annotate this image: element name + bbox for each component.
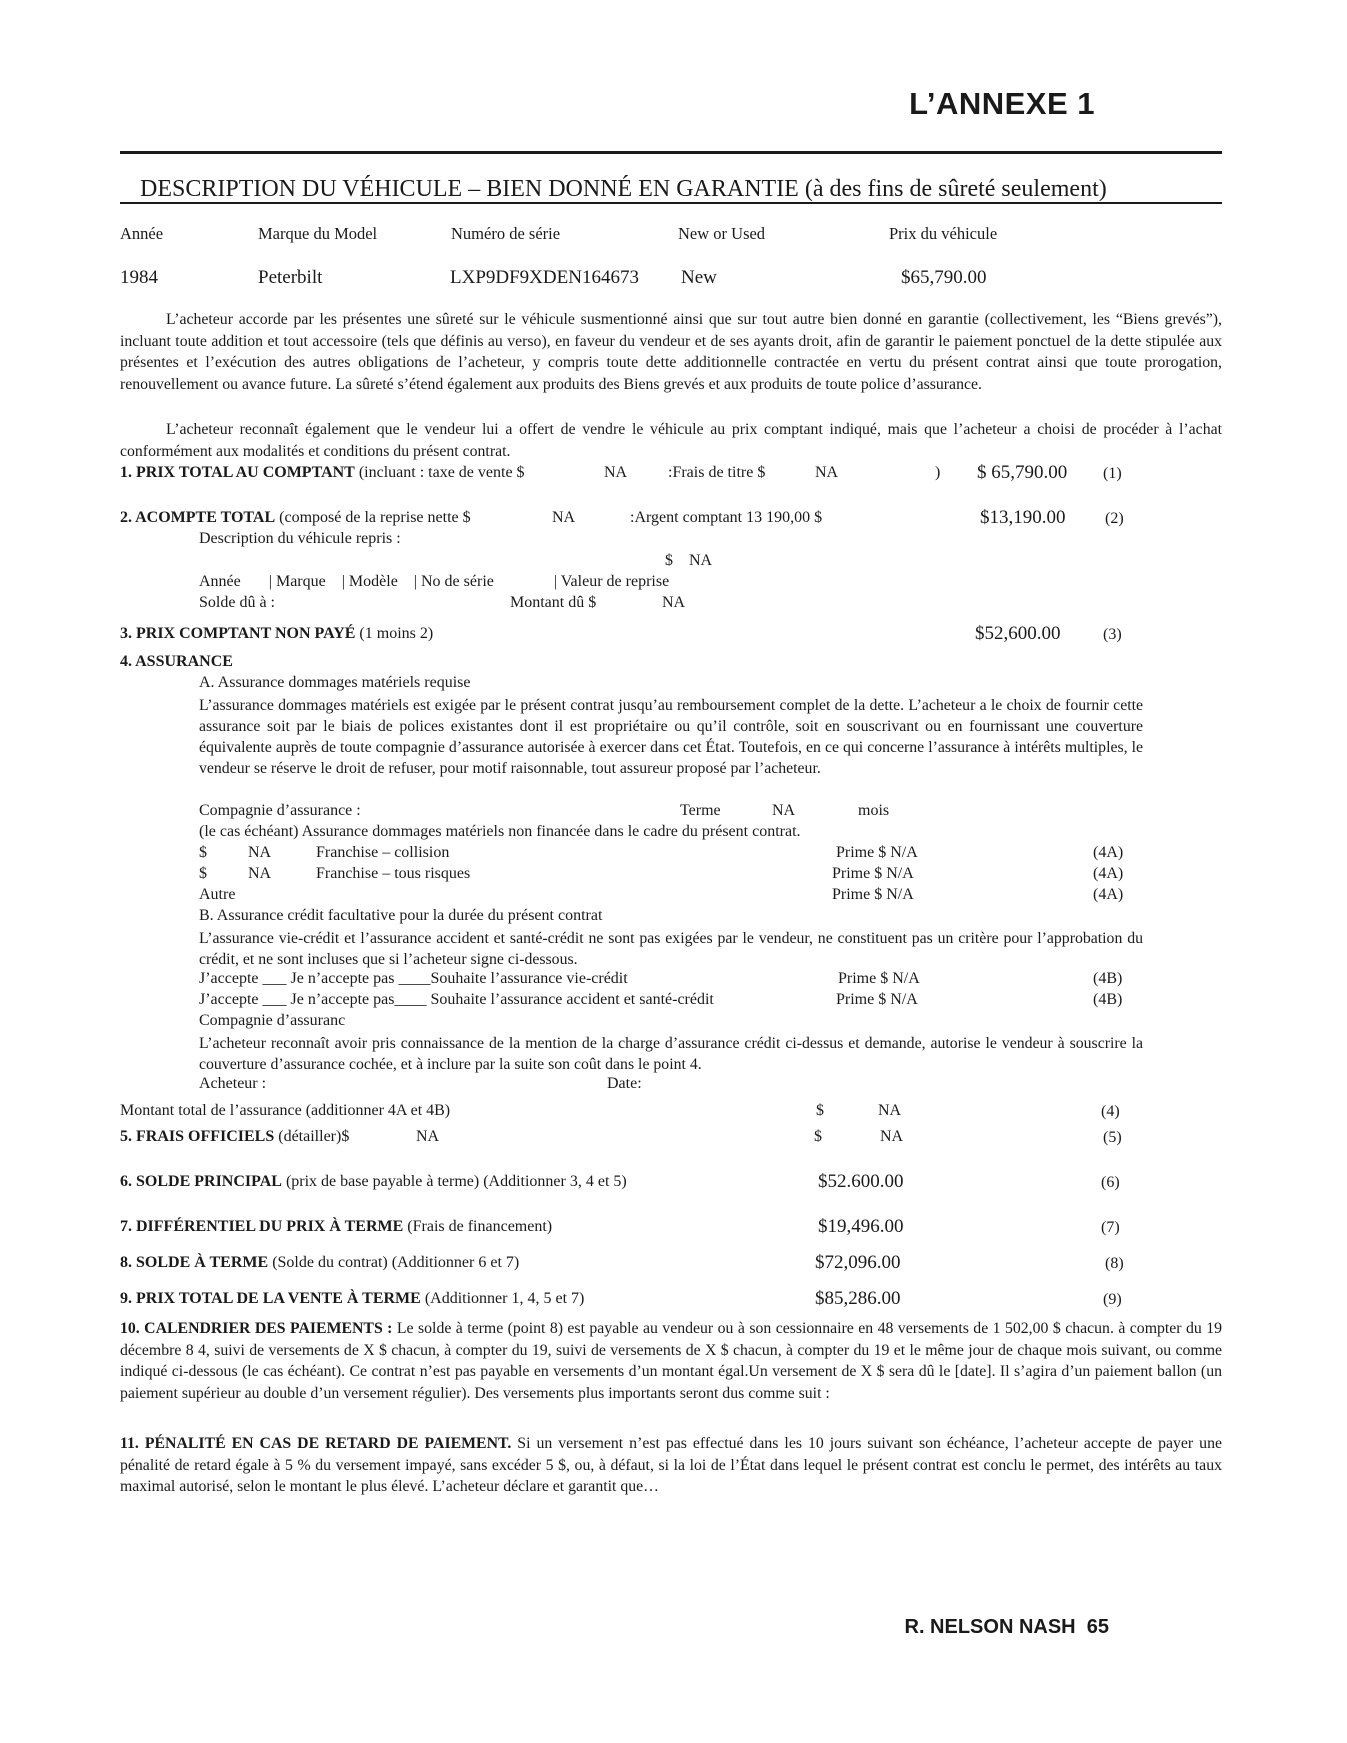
item4-label-text: 4. ASSURANCE [120, 653, 233, 670]
item2-montant-na: NA [662, 594, 686, 611]
value-numero-serie: LXP9DF9XDEN164673 [450, 267, 639, 288]
item4-b-text: L’assurance vie-crédit et l’assurance accident et santé-crédit ne sont pas exigées par le vendeur, ne constituent pas un critère pour l’approbation du crédit, et ne sont incluses que si l’acheteur signe ci-dessous. [199, 930, 1143, 968]
item4-total-na: NA [878, 1102, 902, 1119]
header-annee: Année [120, 224, 164, 243]
item8-label-line [120, 1254, 519, 1272]
item10-paragraph [120, 1318, 1222, 1404]
item3-label-line [120, 625, 433, 643]
item3-label: 3. PRIX COMPTANT NON PAYÉ [120, 625, 356, 642]
item4-row1-num: (4A) [1093, 844, 1124, 861]
item3-detail: (1 moins 2) [359, 625, 434, 642]
item4-row1-prime: Prime $ N/A [836, 844, 918, 861]
item6-num: (6) [1101, 1174, 1120, 1191]
item5-na: NA [416, 1128, 440, 1145]
item5-na2: NA [880, 1128, 904, 1145]
item4-terme-na: NA [772, 802, 796, 819]
item9-label: 9. PRIX TOTAL DE LA VENTE À TERME [120, 1290, 421, 1307]
item4-b-title: B. Assurance crédit facultative pour la durée du présent contrat [199, 907, 603, 924]
item7-detail: (Frais de financement) [407, 1218, 553, 1235]
item2-na: NA [552, 509, 576, 526]
item7-label: 7. DIFFÉRENTIEL DU PRIX À TERME [120, 1218, 404, 1235]
item4-row3-label: Autre [199, 886, 236, 903]
item2-detail: (composé de la reprise nette $ [279, 509, 471, 526]
item5-label-line [120, 1128, 349, 1146]
item4-b-row2-num: (4B) [1093, 991, 1123, 1008]
item4-b-row1-num: (4B) [1093, 970, 1123, 987]
item4-row3-num: (4A) [1093, 886, 1124, 903]
item2-montant-du: Montant dû $ [510, 594, 597, 611]
item7-num: (7) [1101, 1219, 1120, 1236]
value-prix: $65,790.00 [901, 267, 987, 288]
item3-amount: $52,600.00 [975, 623, 1061, 644]
item1-label: 1. PRIX TOTAL AU COMPTANT [120, 464, 355, 481]
acknowledge-paragraph-text: L’acheteur reconnaît également que le vendeur lui a offert de vendre le véhicule au prix comptant indiqué, mais que l’acheteur a choisi de procéder à l’achat conformément aux modalités et conditions du présent contrat. [120, 421, 1222, 460]
item3-num: (3) [1103, 626, 1122, 643]
item4-terme: Terme [680, 802, 721, 819]
item8-amount: $72,096.00 [815, 1252, 901, 1273]
value-annee: 1984 [120, 267, 158, 288]
item4-row2-label: Franchise – tous risques [316, 865, 471, 882]
item6-amount: $52.600.00 [818, 1171, 904, 1192]
item2-amount: $13,190.00 [980, 507, 1066, 528]
item1-num: (1) [1103, 465, 1122, 482]
item4-a-title: A. Assurance dommages matériels requise [199, 674, 471, 691]
item4-row3-prime: Prime $ N/A [832, 886, 914, 903]
item4-total-label: Montant total de l’assurance (additionner 4A et 4B) [120, 1102, 451, 1119]
item4-acheteur: Acheteur : [199, 1075, 267, 1092]
item1-label-line [120, 464, 525, 482]
item2-label-line [120, 509, 471, 527]
item7-amount: $19,496.00 [818, 1216, 904, 1237]
item4-row1-label: Franchise – collision [316, 844, 450, 861]
security-paragraph-text: L’acheteur accorde par les présentes une sûreté sur le véhicule susmentionné ainsi que sur tout autre bien donné en garantie (collectivement, les “Biens grevés”), incluant toute addition et tout accessoire (tels que définis au verso), en faveur du vendeur et de ses ayants droit, afin de garantir le paiement ponctuel de la dette stipulée aux présentes et l’exécution des autres obligations de l’acheteur, y compris toute dette additionnelle contractée en vertu du présent contrat ainsi que toute prorogation, renouvellement ou avance future. La sûreté s’étend également aux produits des Biens grevés et aux produits de toute police d’assurance. [120, 311, 1222, 393]
item1-amount: $ 65,790.00 [977, 462, 1068, 483]
item9-amount: $85,286.00 [815, 1288, 901, 1309]
item11-label: 11. PÉNALITÉ EN CAS DE RETARD DE PAIEMENT. [120, 1435, 512, 1452]
header-new-used: New or Used [678, 224, 766, 243]
annex-title: L’ANNEXE 1 [909, 86, 1095, 121]
item4-mois: mois [858, 802, 890, 819]
item1-na1: NA [604, 464, 628, 481]
item6-detail: (prix de base payable à terme) (Additionner 3, 4 et 5) [285, 1173, 627, 1190]
item4-total-num: (4) [1101, 1103, 1120, 1120]
item4-total-dollar: $ [816, 1102, 824, 1119]
description-heading-text: DESCRIPTION DU VÉHICULE – BIEN DONNÉ EN GARANTIE (à des fins de sûreté seulement) [140, 176, 1107, 202]
item9-detail: (Additionner 1, 4, 5 et 7) [424, 1290, 585, 1307]
item4-a-text: L’assurance dommages matériels est exigée par le présent contrat jusqu’au remboursement complet de la dette. L’acheteur a le choix de fournir cette assurance soit par le biais de polices existantes dont il est propriétaire ou qu’il contrôle, soit en souscrivant ou en fournissant une couverture équivalente auprès de toute compagnie d’assurance autorisée à exercer dans cet État. Toutefois, en ce qui concerne l’assurance à intérêts multiples, le vendeur se réserve le droit de refuser, pour motif raisonnable, tout assureur proposé par l’acheteur. [199, 697, 1143, 777]
item4-row2-dollar: $ [199, 865, 207, 882]
item8-detail: (Solde du contrat) (Additionner 6 et 7) [272, 1254, 520, 1271]
item8-num: (8) [1105, 1255, 1124, 1272]
acknowledge-paragraph [120, 419, 1222, 462]
item11-text: Si un versement n’est pas effectué dans les 10 jours suivant son échéance, l’acheteur accepte de payer une pénalité de retard égale à 5 % du versement impayé, sans excéder 5 $, ou, à défaut, si la loi de l’État dans lequel le présent contrat est conclu le permet, des intérêts au taux maximal autorisé, selon le montant le plus élevé. L’acheteur déclare et garantit que… [120, 1435, 1222, 1495]
item4-b-row1-prime: Prime $ N/A [838, 970, 920, 987]
item5-label: 5. FRAIS OFFICIELS [120, 1128, 275, 1145]
item4-company: Compagnie d’assurance : [199, 802, 361, 819]
item11-paragraph [120, 1433, 1222, 1498]
item5-detail: (détailler)$ [278, 1128, 350, 1145]
footer-author: R. NELSON NASH [904, 1616, 1076, 1638]
title-rule [120, 151, 1222, 154]
item1-frais: :Frais de titre $ [668, 464, 766, 481]
item4-row2-na: NA [248, 865, 272, 882]
item4-row2-prime: Prime $ N/A [832, 865, 914, 882]
header-prix: Prix du véhicule [889, 224, 998, 243]
item5-num: (5) [1103, 1129, 1122, 1146]
item4-b-row2-prime: Prime $ N/A [836, 991, 918, 1008]
item6-label: 6. SOLDE PRINCIPAL [120, 1173, 282, 1190]
security-paragraph [120, 309, 1222, 395]
item2-solde-du: Solde dû à : [199, 594, 275, 611]
page-footer [905, 1616, 1110, 1639]
item1-detail: (incluant : taxe de vente $ [358, 464, 525, 481]
item10-text: Le solde à terme (point 8) est payable au vendeur ou à son cessionnaire en 48 versements de 1 502,00 $ chacun. à compter du 19 décembre 8 4, suivi de versements de X $ chacun, à compter du 19, suivi de versements de X $ chacun, à compter du 19 et le même jour de chaque mois suivant, ou comme indiqué ci-dessous (le cas échéant). Ce contrat n’est pas payable en versements d’un montant égal.Un versement de X $ sera dû le [date]. Il s’agira d’un paiement ballon (un paiement supérieur au double d’un versement régulier). Des versements plus importants seront dus comme suit : [120, 1320, 1223, 1402]
header-numero-serie: Numéro de série [451, 224, 561, 243]
item4-b-row1-text: J’accepte ___ Je n’accepte pas ____Souhaite l’assurance vie-crédit [199, 970, 628, 987]
footer-page-number: 65 [1086, 1616, 1109, 1638]
item4-b-company: Compagnie d’assuranc [199, 1012, 346, 1029]
value-marque: Peterbilt [258, 267, 323, 288]
item1-paren: ) [935, 464, 941, 481]
item2-num: (2) [1105, 510, 1124, 527]
item7-label-line [120, 1218, 552, 1236]
item4-label [120, 653, 233, 671]
item4-b-row2-text: J’accepte ___ Je n’accepte pas____ Souhaite l’assurance accident et santé-crédit [199, 991, 714, 1008]
item2-dollar-na: $ NA [665, 552, 713, 569]
item4-row1-dollar: $ [199, 844, 207, 861]
item8-label: 8. SOLDE À TERME [120, 1254, 269, 1271]
item2-trade-desc: Description du véhicule repris : [199, 530, 401, 547]
item2-trade-headers: Année | Marque | Modèle | No de série | Valeur de reprise [199, 573, 670, 590]
item2-label: 2. ACOMPTE TOTAL [120, 509, 276, 526]
item9-num: (9) [1103, 1291, 1122, 1308]
item1-na2: NA [815, 464, 839, 481]
value-new-used: New [681, 267, 717, 288]
item6-label-line [120, 1173, 627, 1191]
item5-dollar: $ [814, 1128, 822, 1145]
item4-date: Date: [607, 1075, 642, 1092]
item4-row2-num: (4A) [1093, 865, 1124, 882]
header-marque: Marque du Model [258, 224, 378, 243]
item9-label-line [120, 1290, 584, 1308]
heading-underline [120, 202, 1222, 204]
item10-label: 10. CALENDRIER DES PAIEMENTS : [120, 1320, 393, 1337]
item2-cash: :Argent comptant 13 190,00 $ [630, 509, 823, 526]
item4-non-financee: (le cas échéant) Assurance dommages matériels non financée dans le cadre du présent contrat. [199, 823, 801, 840]
item4-b-ack: L’acheteur reconnaît avoir pris connaissance de la mention de la charge d’assurance crédit ci-dessus et demande, autorise le vendeur à souscrire la couverture d’assurance cochée, et à inclure par la suite son coût dans le point 4. [199, 1035, 1143, 1073]
item4-row1-na: NA [248, 844, 272, 861]
